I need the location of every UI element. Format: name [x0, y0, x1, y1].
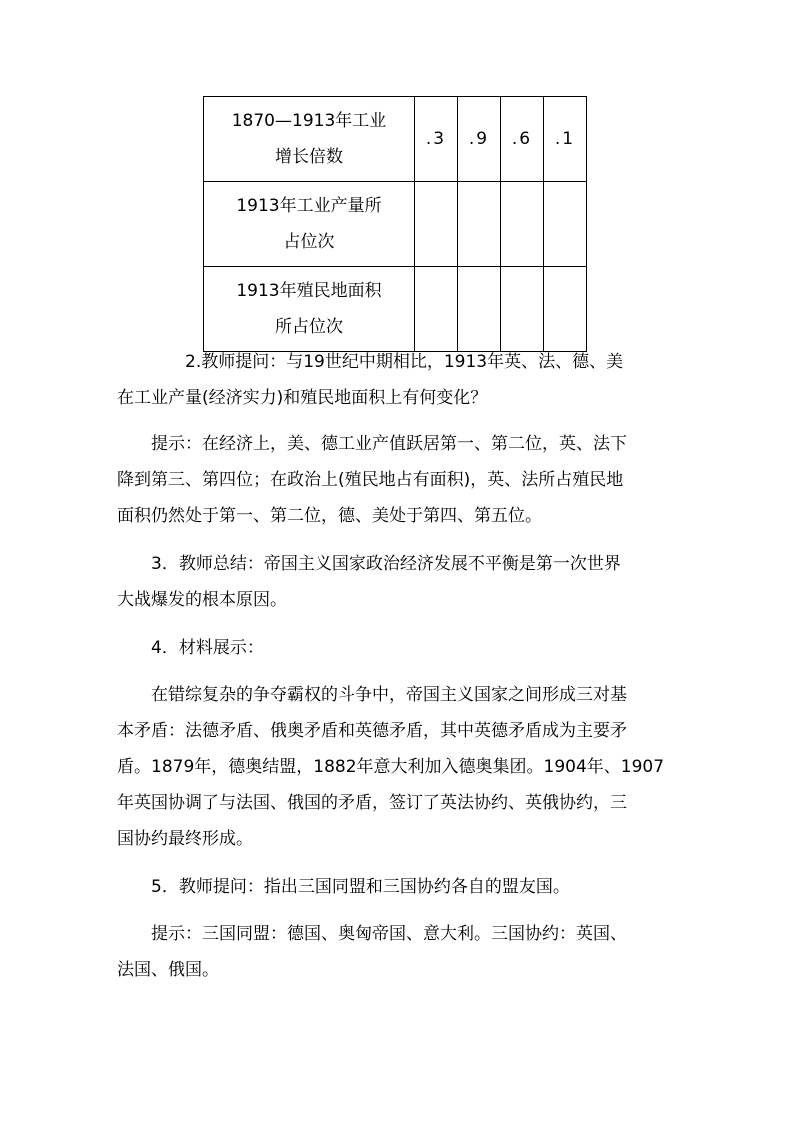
- text-line: 大战爆发的根本原因。: [117, 590, 287, 610]
- paragraph-hint-2: [117, 916, 687, 988]
- paragraph-teacher-question-5: [117, 869, 687, 905]
- row-label-line: 增长倍数: [275, 147, 343, 167]
- text-line: 在错综复杂的争夺霸权的斗争中，帝国主义国家之间形成三对基: [117, 685, 627, 705]
- row-label-line: 1913年殖民地面积: [236, 281, 382, 301]
- text-line: 5．教师提问：指出三国同盟和三国协约各自的盟友国。: [117, 877, 570, 897]
- table-cell: [415, 267, 458, 352]
- row-label: [204, 97, 415, 182]
- table-cell: [544, 267, 587, 352]
- text-line: 法国、俄国。: [117, 960, 219, 980]
- row-label: [204, 182, 415, 267]
- text-line: 3．教师总结：帝国主义国家政治经济发展不平衡是第一次世界: [117, 554, 621, 574]
- text-line: 本矛盾：法德矛盾、俄奥矛盾和英德矛盾，其中英德矛盾成为主要矛: [117, 721, 627, 741]
- row-label-line: 所占位次: [275, 317, 343, 337]
- table-row: [204, 97, 587, 182]
- table-row: [204, 267, 587, 352]
- table-row: [204, 182, 587, 267]
- text-line: 提示：三国同盟：德国、奥匈帝国、意大利。三国协约：英国、: [117, 924, 627, 944]
- row-label: [204, 267, 415, 352]
- text-line: 面积仍然处于第一、第二位，德、美处于第四、第五位。: [117, 506, 542, 526]
- table-cell: .6: [501, 97, 544, 182]
- text-line: 4．材料展示：: [117, 638, 264, 658]
- text-line: 年英国协调了与法国、俄国的矛盾，签订了英法协约、英俄协约，三: [117, 793, 627, 813]
- paragraph-material-heading-4: [117, 630, 687, 666]
- table-cell: .3: [415, 97, 458, 182]
- table-cell: .9: [458, 97, 501, 182]
- paragraph-teacher-question-2: [117, 344, 687, 416]
- table-cell: [501, 267, 544, 352]
- text-line: 盾。1879年，德奥结盟，1882年意大利加入德奥集团。1904年、1907: [117, 757, 665, 777]
- table-cell: [415, 182, 458, 267]
- table-cell: [501, 182, 544, 267]
- paragraph-material-content: [117, 677, 687, 857]
- paragraph-hint-1: [117, 426, 687, 534]
- table-cell: [458, 182, 501, 267]
- row-label-line: 1913年工业产量所: [236, 196, 382, 216]
- text-line: 降到第三、第四位；在政治上(殖民地占有面积)，英、法所占殖民地: [117, 470, 624, 490]
- table-cell: .1: [544, 97, 587, 182]
- text-line: 2.教师提问：与19世纪中期相比，1913年英、法、德、美: [117, 352, 624, 372]
- industry-comparison-table: [203, 96, 587, 352]
- table-cell: [458, 267, 501, 352]
- paragraph-teacher-summary-3: [117, 546, 687, 618]
- text-line: 国协约最终形成。: [117, 829, 253, 849]
- text-line: 在工业产量(经济实力)和殖民地面积上有何变化？: [117, 388, 488, 408]
- text-line: 提示：在经济上，美、德工业产值跃居第一、第二位，英、法下: [117, 434, 627, 454]
- table-cell: [544, 182, 587, 267]
- row-label-line: 1870—1913年工业: [231, 111, 387, 131]
- row-label-line: 占位次: [283, 232, 335, 252]
